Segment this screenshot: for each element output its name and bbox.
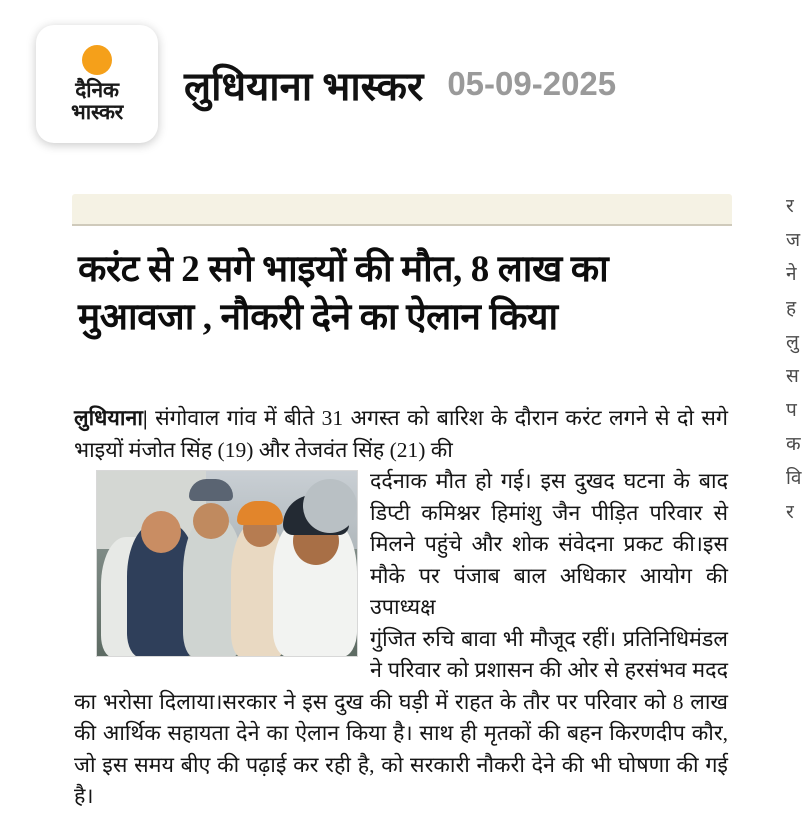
article-lead-text: संगोवाल गांव में बीते 31 अगस्त को बारिश के दौरान करंट लगने से दो सगे भाइयों मंजोत सिंह (19) और तेजवंत सिंह (21) की bbox=[74, 406, 728, 462]
photo-person-2-head bbox=[141, 511, 181, 553]
article-paragraph-tail: गुंजित रुचि बावा भी मौजूद रहीं। प्रतिनिधिमंडल ने परिवार को प्रशासन की ओर से हरसंभव मदद का भरोसा दिलाया।सरकार ने इस दुख की घड़ी में राहत के तौर पर परिवार को 8 लाख की आर्थिक सहायता देने का ऐलान किया है। साथ ही मृतकों की बहन किरणदीप कौर, जो इस समय बीए की पढ़ाई कर रही है, को सरकारी नौकरी देने की भी घोषणा की गई है। bbox=[74, 626, 728, 808]
photo-person-3-head bbox=[193, 503, 229, 539]
clipping-top-banner bbox=[72, 194, 732, 224]
photo-person-6 bbox=[303, 479, 357, 533]
article-dateline: लुधियाना| bbox=[74, 406, 148, 430]
sliver-line: क bbox=[786, 434, 801, 455]
edition-date: 05-09-2025 bbox=[447, 65, 617, 102]
logo-text-line1: दैनिक bbox=[75, 77, 119, 102]
article-paragraph-wrap: दर्दनाक मौत हो गई। इस दुखद घटना के बाद डिप्टी कमिश्नर हिमांशु जैन पीड़ित परिवार से मिलने पहुंचे और शोक संवेदना प्रकट की।इस मौके पर पंजाब बाल अधिकार आयोग की उपाध्यक्ष bbox=[370, 469, 728, 619]
clipping-top-rule bbox=[72, 224, 732, 226]
headline-line-1: करंट से 2 सगे भाइयों की मौत, 8 लाख का bbox=[78, 249, 609, 290]
sliver-line: ह bbox=[786, 298, 797, 319]
sun-icon bbox=[82, 45, 112, 75]
article-photo bbox=[96, 470, 358, 657]
sliver-line: स bbox=[786, 366, 799, 387]
page-title: लुधियाना भास्कर bbox=[184, 63, 424, 109]
adjacent-column-sliver bbox=[786, 190, 802, 830]
page-header bbox=[0, 0, 802, 140]
sliver-line: प bbox=[786, 400, 797, 421]
article-body bbox=[74, 403, 728, 813]
dainik-bhaskar-logo bbox=[36, 25, 158, 143]
sliver-line: र bbox=[786, 502, 794, 523]
logo-text-line2: भास्कर bbox=[71, 100, 123, 124]
newspaper-clipping bbox=[0, 178, 802, 834]
sliver-line: र bbox=[786, 196, 794, 217]
photo-person-3-turban bbox=[189, 479, 233, 501]
sliver-line: ने bbox=[786, 264, 797, 285]
photo-person-4-turban bbox=[237, 501, 283, 525]
sliver-line: लु bbox=[786, 332, 799, 353]
sliver-line: ज bbox=[786, 230, 801, 251]
headline-line-2: मुआवजा , नौकरी देने का ऐलान किया bbox=[78, 297, 558, 338]
article-paragraph-lead bbox=[74, 403, 728, 466]
sliver-line: वि bbox=[786, 468, 802, 489]
article-headline bbox=[78, 246, 728, 342]
